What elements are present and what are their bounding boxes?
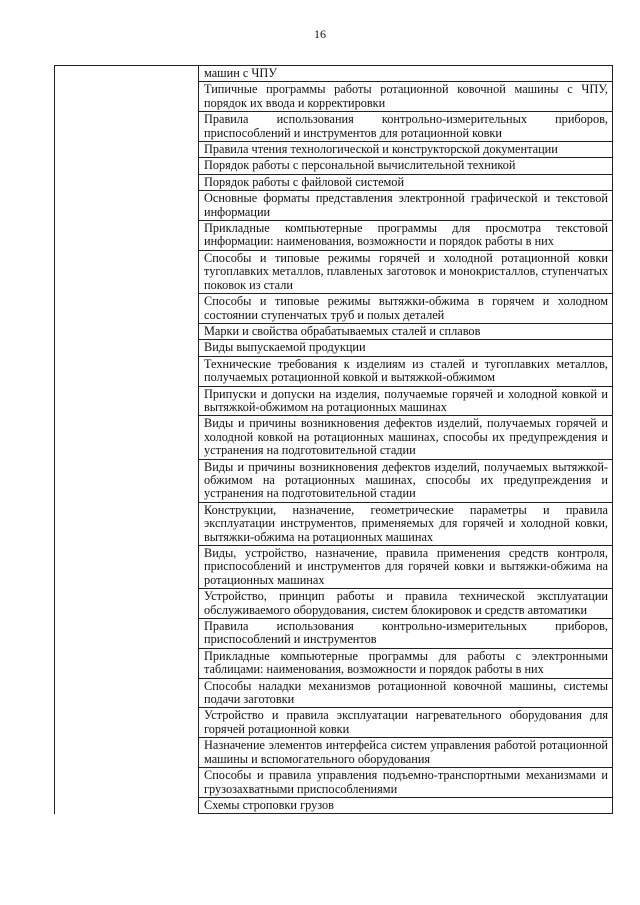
requirement-cell: Правила использования контрольно-измерительных приборов, приспособлений и инструментов для ротационной ковки	[199, 112, 613, 142]
requirement-cell: Способы наладки механизмов ротационной ковочной машины, системы подачи заготовки	[199, 678, 613, 708]
requirement-cell: машин с ЧПУ	[199, 66, 613, 82]
requirement-cell: Виды и причины возникновения дефектов изделий, получаемых вытяжкой-обжимом на ротационных машинах, способы их предупреждения и устранения на подготовительной стадии	[199, 459, 613, 502]
requirement-cell: Прикладные компьютерные программы для просмотра текстовой информации: наименования, возможности и порядок работы в них	[199, 221, 613, 251]
requirement-cell: Способы и правила управления подъемно-транспортными механизмами и грузозахватными приспособлениями	[199, 768, 613, 798]
requirement-cell: Порядок работы с файловой системой	[199, 174, 613, 190]
requirement-cell: Конструкции, назначение, геометрические параметры и правила эксплуатации инструментов, применяемых для горячей и холодной ковки, вытяжки-обжима на ротационных машинах	[199, 502, 613, 545]
requirement-cell: Назначение элементов интерфейса систем управления работой ротационной машины и вспомогательного оборудования	[199, 738, 613, 768]
requirement-cell: Способы и типовые режимы вытяжки-обжима в горячем и холодном состоянии ступенчатых труб и полых деталей	[199, 294, 613, 324]
requirement-cell: Устройство и правила эксплуатации нагревательного оборудования для горячей ротационной ковки	[199, 708, 613, 738]
requirement-cell: Виды выпускаемой продукции	[199, 340, 613, 356]
requirement-cell: Правила чтения технологической и конструкторской документации	[199, 142, 613, 158]
page-number: 16	[314, 27, 326, 41]
requirement-cell: Схемы строповки грузов	[199, 797, 613, 813]
requirement-cell: Способы и типовые режимы горячей и холодной ротационной ковки тугоплавких металлов, плавленых заготовок и монокристаллов, ступенчатых поковок из стали	[199, 250, 613, 293]
requirement-cell: Технические требования к изделиям из сталей и тугоплавких металлов, получаемых ротационной ковкой и вытяжкой-обжимом	[199, 356, 613, 386]
requirement-cell: Прикладные компьютерные программы для работы с электронными таблицами: наименования, возможности и порядок работы в них	[199, 648, 613, 678]
requirement-cell: Правила использования контрольно-измерительных приборов, приспособлений и инструментов	[199, 619, 613, 649]
requirement-cell: Марки и свойства обрабатываемых сталей и сплавов	[199, 323, 613, 339]
table-row	[55, 66, 613, 82]
table-body	[55, 66, 613, 814]
requirements-table	[54, 65, 613, 814]
requirement-cell: Виды и причины возникновения дефектов изделий, получаемых горячей и холодной ковкой на ротационных машинах, способы их предупреждения и устранения на подготовительной стадии	[199, 416, 613, 459]
requirement-cell: Устройство, принцип работы и правила технической эксплуатации обслуживаемого оборудования, систем блокировок и средств автоматики	[199, 589, 613, 619]
requirement-cell: Виды, устройство, назначение, правила применения средств контроля, приспособлений и инструментов для горячей ковки и вытяжки-обжима на ротационных машинах	[199, 546, 613, 589]
requirement-cell: Припуски и допуски на изделия, получаемые горячей и холодной ковкой и вытяжкой-обжимом на ротационных машинах	[199, 386, 613, 416]
left-column-cell	[55, 66, 199, 814]
requirement-cell: Типичные программы работы ротационной ковочной машины с ЧПУ, порядок их ввода и корректировки	[199, 82, 613, 112]
requirement-cell: Основные форматы представления электронной графической и текстовой информации	[199, 191, 613, 221]
requirement-cell: Порядок работы с персональной вычислительной техникой	[199, 158, 613, 174]
